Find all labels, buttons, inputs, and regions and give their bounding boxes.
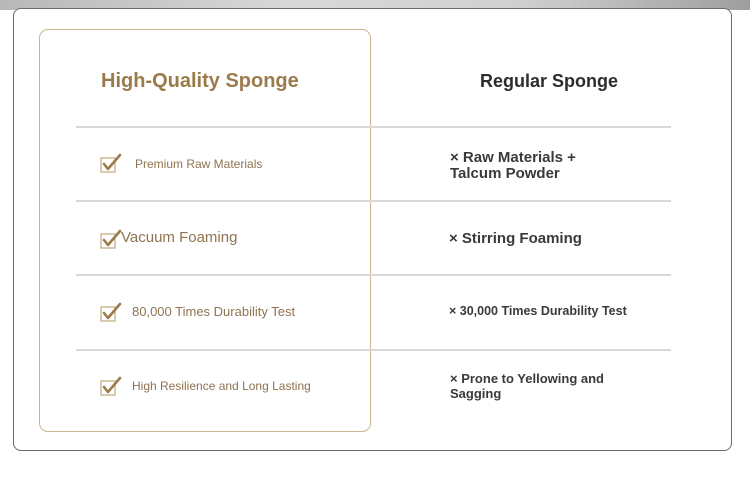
row-divider xyxy=(76,349,671,351)
row-1-high-quality-text: Premium Raw Materials xyxy=(135,157,263,171)
checkmark-box-icon xyxy=(100,153,120,173)
row-1-regular-text-line2: Talcum Powder xyxy=(450,165,560,182)
row-divider xyxy=(76,200,671,202)
row-4-high-quality-text: High Resilience and Long Lasting xyxy=(132,379,311,393)
regular-header: Regular Sponge xyxy=(480,71,619,91)
row-2-high-quality-text: Vacuum Foaming xyxy=(121,229,238,246)
checkmark-box-icon xyxy=(100,229,120,249)
checkmark-box-icon xyxy=(100,302,120,322)
row-3-high-quality-text: 80,000 Times Durability Test xyxy=(132,304,296,319)
row-1-regular-text-line1: × Raw Materials + xyxy=(450,149,576,166)
row-divider xyxy=(76,126,671,128)
checkmark-box-icon xyxy=(100,376,120,396)
row-3-regular-text: × 30,000 Times Durability Test xyxy=(449,304,627,318)
high-quality-header: High-Quality Sponge xyxy=(101,70,299,92)
row-4-regular-text-line1: × Prone to Yellowing and xyxy=(450,371,604,386)
row-4-regular-text-line2: Sagging xyxy=(450,386,502,401)
row-2-regular-text: × Stirring Foaming xyxy=(449,230,582,247)
row-divider xyxy=(76,274,671,276)
